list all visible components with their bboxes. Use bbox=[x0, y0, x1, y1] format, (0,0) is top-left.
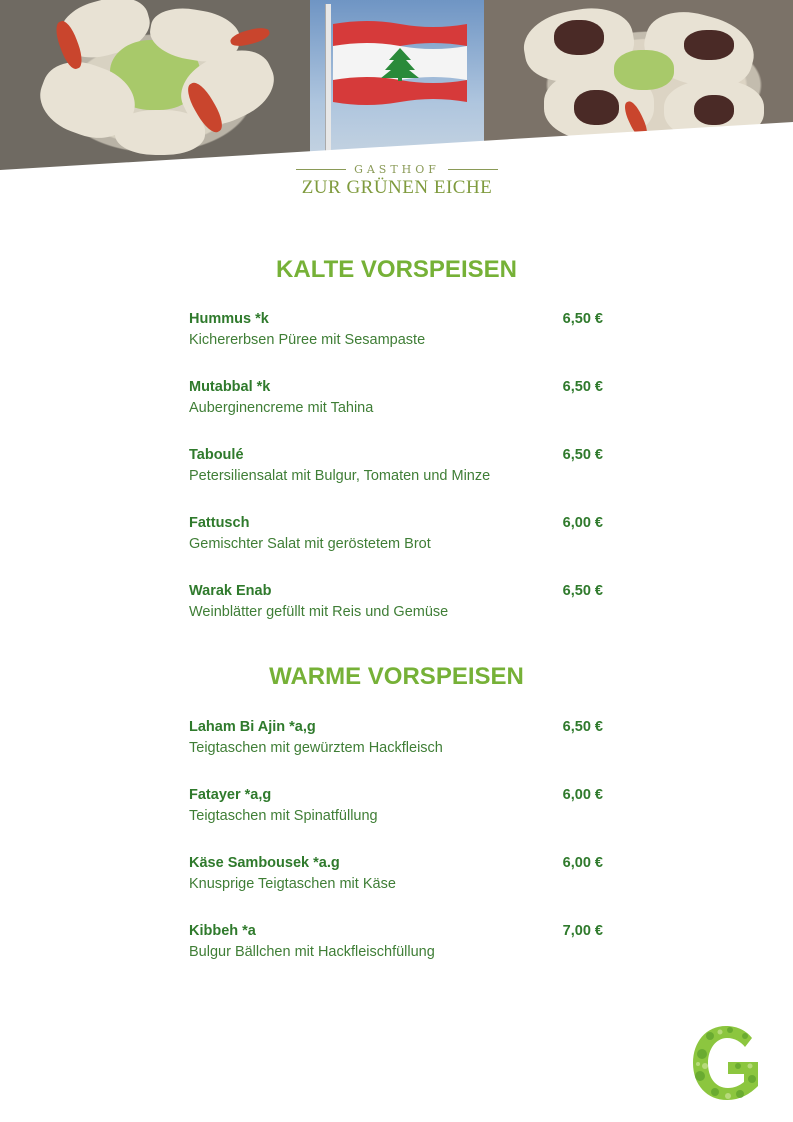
menu-item bbox=[189, 855, 603, 892]
restaurant-logo bbox=[290, 163, 504, 199]
item-name: Hummus *k bbox=[189, 311, 269, 327]
item-price: 6,00 € bbox=[562, 855, 603, 871]
item-price: 6,50 € bbox=[562, 447, 603, 463]
item-description: Petersiliensalat mit Bulgur, Tomaten und Minze bbox=[189, 468, 491, 484]
section-title-cold: KALTE VORSPEISEN bbox=[276, 256, 517, 283]
menu-item bbox=[189, 379, 603, 416]
menu-item bbox=[189, 719, 603, 756]
menu-item bbox=[189, 583, 603, 620]
item-price: 6,00 € bbox=[562, 515, 603, 531]
menu-item bbox=[189, 923, 603, 960]
item-price: 6,00 € bbox=[562, 787, 603, 803]
item-description: Teigtaschen mit gewürztem Hackfleisch bbox=[189, 740, 443, 756]
item-name: Kibbeh *a bbox=[189, 923, 256, 939]
item-price: 6,50 € bbox=[562, 583, 603, 599]
item-name: Taboulé bbox=[189, 447, 244, 463]
item-description: Bulgur Bällchen mit Hackfleischfüllung bbox=[189, 944, 435, 960]
item-description: Knusprige Teigtaschen mit Käse bbox=[189, 876, 396, 892]
item-description: Kichererbsen Püree mit Sesampaste bbox=[189, 332, 426, 348]
header-diagonal-cut bbox=[0, 0, 793, 170]
item-name: Fatayer *a,g bbox=[189, 787, 272, 803]
item-description: Weinblätter gefüllt mit Reis und Gemüse bbox=[189, 604, 449, 620]
item-description: Gemischter Salat mit geröstetem Brot bbox=[189, 536, 431, 552]
logo-top-text: GASTHOF bbox=[354, 163, 440, 176]
item-price: 6,50 € bbox=[562, 379, 603, 395]
logo-main-text: ZUR GRÜNEN EICHE bbox=[301, 177, 493, 198]
item-price: 6,50 € bbox=[562, 719, 603, 735]
menu-item bbox=[189, 447, 603, 484]
green-g-logo-icon bbox=[690, 1024, 765, 1102]
item-name: Laham Bi Ajin *a,g bbox=[189, 719, 316, 735]
section-title-warm: WARME VORSPEISEN bbox=[269, 663, 524, 690]
item-name: Mutabbal *k bbox=[189, 379, 271, 395]
item-name: Käse Sambousek *a.g bbox=[189, 855, 340, 871]
item-name: Fattusch bbox=[189, 515, 250, 531]
menu-item bbox=[189, 515, 603, 552]
menu-item bbox=[189, 787, 603, 824]
item-price: 7,00 € bbox=[562, 923, 603, 939]
item-name: Warak Enab bbox=[189, 583, 272, 599]
header-image-strip bbox=[0, 0, 793, 170]
item-description: Teigtaschen mit Spinatfüllung bbox=[189, 808, 378, 824]
item-price: 6,50 € bbox=[562, 311, 603, 327]
item-description: Auberginencreme mit Tahina bbox=[189, 400, 374, 416]
menu-item bbox=[189, 311, 603, 348]
